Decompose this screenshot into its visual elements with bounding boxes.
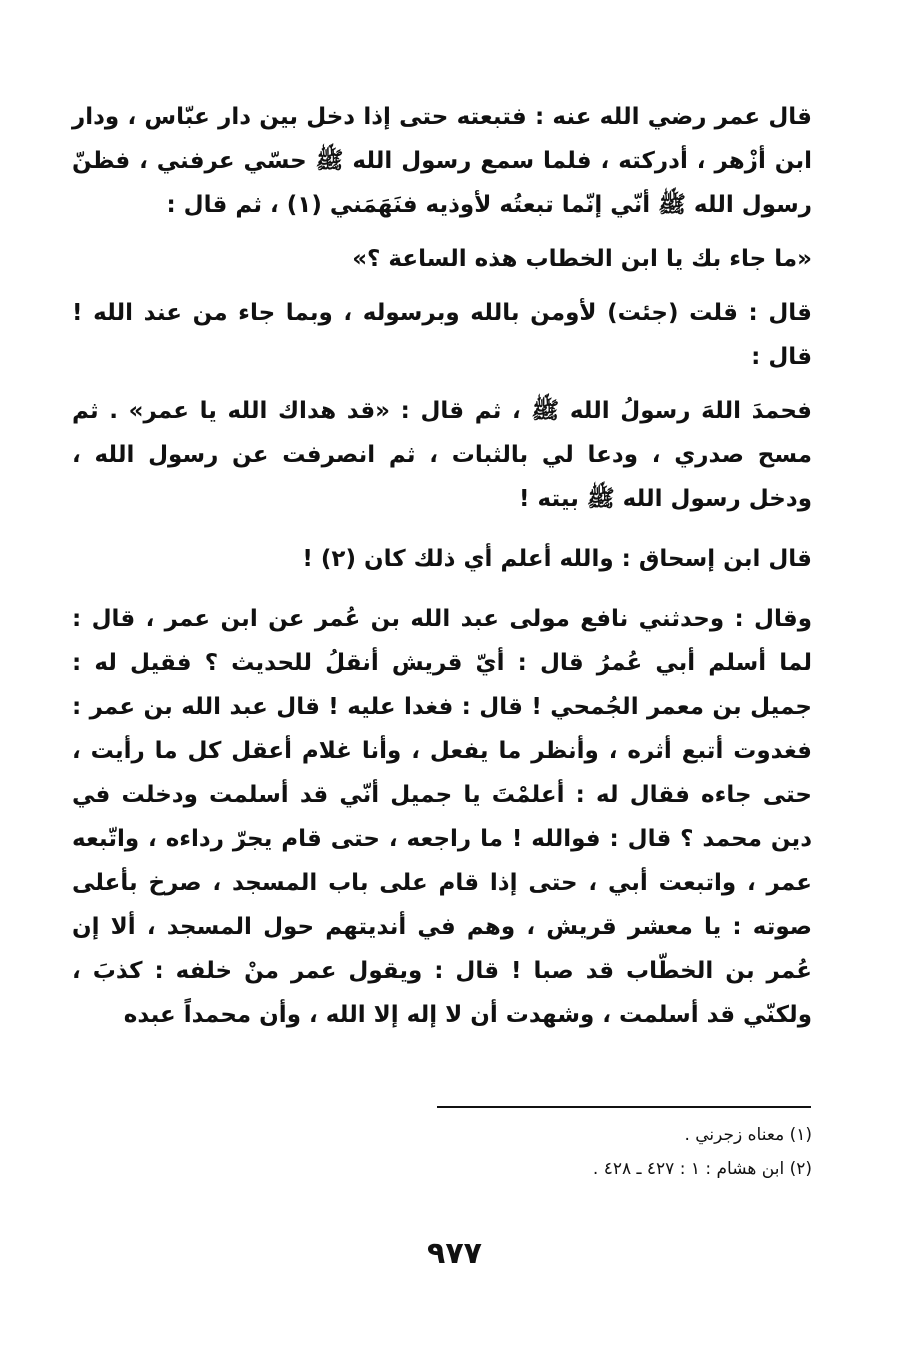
paragraph-3: قال : قلت (جئت) لأومن بالله وبرسوله ، وبما جاء من عند الله ! قال :	[72, 300, 812, 370]
footnote-2: (٢) ابن هشام : ١ : ٤٢٧ ـ ٤٢٨ .	[592, 1159, 812, 1179]
paragraph-6: وقال : وحدثني نافع مولى عبد الله بن عُمر عن ابن عمر ، قال : لما أسلم أبي عُمرُ قال : أيّ قريش أنقلُ للحديث ؟ فقيل له : جميل بن معمر الجُمحي ! قال : فغدا عليه ! قال عبد الله بن عمر : فغدوت أتبع أثره ، وأنظر ما يفعل ، وأنا غلام أعقل كل ما رأيت ، حتى جاءه فقال له : أعلمْتَ يا جميل أنّي قد أسلمت ودخلت في دين محمد ؟ قال : فوالله ! ما راجعه ، حتى قام يجرّ رداءه ، واتّبعه عمر ، واتبعت أبي ، حتى إذا قام على باب المسجد ، صرخ بأعلى صوته : يا معشر قريش ، وهم في أنديتهم حول المسجد ، ألا إن عُمر بن الخطّاب قد صبا ! قال : ويقول عمر منْ خلفه : كذبَ ، ولكنّي قد أسلمت ، وشهدت أن لا إله إلا الله ، وأن محمداً عبده	[72, 606, 812, 1028]
footnote-separator	[437, 1106, 811, 1108]
paragraph-1: قال عمر رضي الله عنه : فتبعته حتى إذا دخل بين دار عبّاس ، ودار ابن أزْهر ، أدركته ، فلما سمع رسول الله ﷺ حسّي عرفني ، فظنّ رسول الله ﷺ أنّي إنّما تبعتُه لأوذيه فنَهَمَني (١) ، ثم قال :	[72, 104, 812, 218]
footnotes	[436, 1118, 812, 1186]
paragraph-2: «ما جاء بك يا ابن الخطاب هذه الساعة ؟»	[352, 246, 812, 272]
footnote-1: (١) معناه زجرني .	[684, 1125, 812, 1145]
page-number: ٩٧٧	[427, 1236, 482, 1271]
paragraph-5: قال ابن إسحاق : والله أعلم أي ذلك كان (٢) !	[302, 546, 812, 572]
main-text	[72, 95, 812, 1037]
paragraph-4: فحمدَ اللهَ رسولُ الله ﷺ ، ثم قال : «قد هداك الله يا عمر» . ثم مسح صدري ، ودعا لي بالثبات ، ثم انصرفت عن رسول الله ، ودخل رسول الله ﷺ بيته !	[72, 398, 812, 512]
